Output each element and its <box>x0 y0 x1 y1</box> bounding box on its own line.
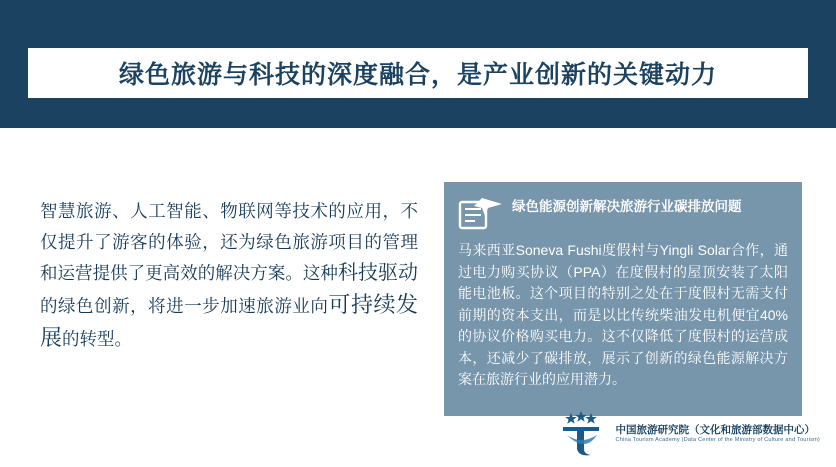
body-emphasis-1: 科技驱动 <box>337 262 419 284</box>
footer-org-cn: 中国旅游研究院（文化和旅游部数据中心） <box>615 423 815 436</box>
footer-org-en: China Tourism Academy (Data Center of the Ministry of Culture and Tourism) <box>615 437 820 444</box>
title-box <box>28 48 808 98</box>
page-title: 绿色旅游与科技的深度融合，是产业创新的关键动力 <box>118 61 717 89</box>
case-study-card <box>444 182 802 416</box>
card-heading: 绿色能源创新解决旅游行业碳排放问题 <box>512 199 742 214</box>
body-emphasis-2: 可持续发展 <box>40 292 418 350</box>
body-text-part-1: 智慧旅游、人工智能、物联网等技术的应用，不仅提升了游客的体验，还为绿色旅游项目的管理和运营提供了更高效的解决方案。这种 <box>40 201 418 283</box>
plane-document-icon <box>458 196 504 234</box>
body-paragraph <box>40 196 418 355</box>
tourism-academy-logo-icon <box>555 411 607 457</box>
footer-logo-block <box>555 411 820 457</box>
body-text-part-2: 的绿色创新，将进一步加速旅游业向 <box>40 296 329 316</box>
footer-org-text <box>615 424 820 444</box>
body-text-part-3: 的转型。 <box>62 329 133 349</box>
card-header <box>458 196 788 234</box>
card-body-text: 马来西亚Soneva Fushi度假村与Yingli Solar合作，通过电力购买协议（PPA）在度假村的屋顶安装了太阳能电池板。这个项目的特别之处在于度假村无需支付前期的资本支出，而是以比传统柴油发电机便宜40%的协议价格购买电力。这不仅降低了度假村的运营成本，还减少了碳排放，展示了创新的绿色能源解决方案在旅游行业的应用潜力。 <box>458 242 788 387</box>
